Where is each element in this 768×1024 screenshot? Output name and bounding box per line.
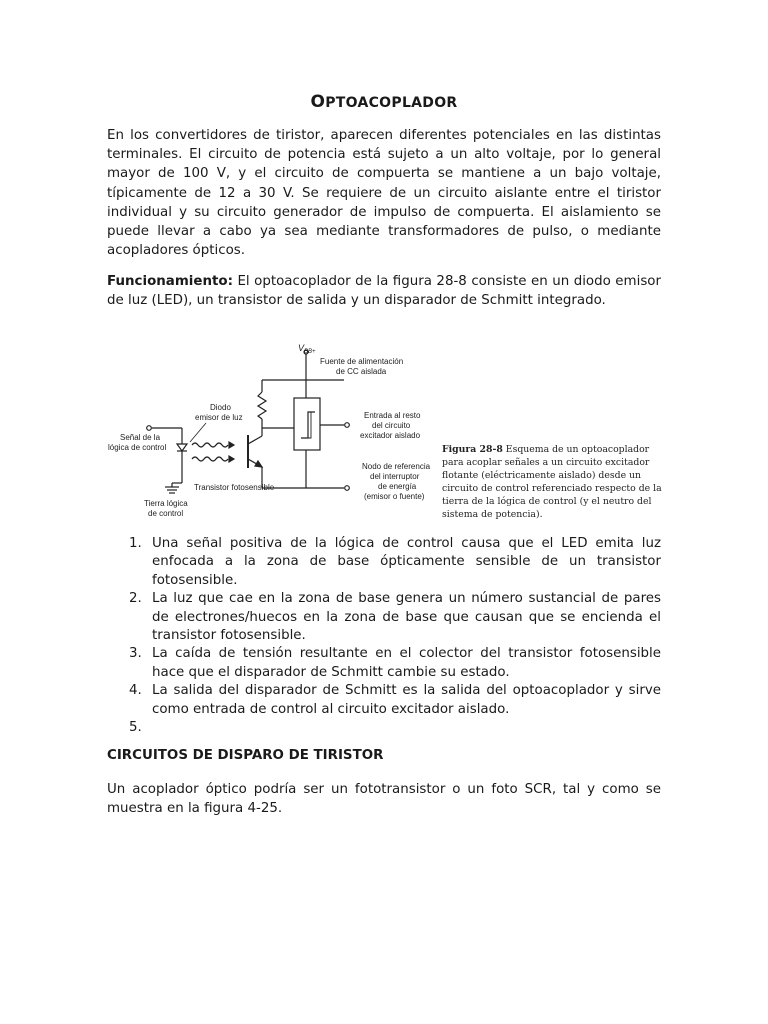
output-terminal [345, 423, 350, 428]
led-diode [177, 444, 187, 451]
light-wave-top [192, 443, 228, 447]
light-arrow-top [229, 442, 234, 448]
diodo-label-1: Diodo [210, 403, 231, 412]
steps-list [107, 535, 661, 737]
transistor-collector [248, 436, 262, 444]
list-item-text: La salida del disparador de Schmitt es la salida del optoacoplador y sirve como entrada de control al circuito excitador aislado. [152, 683, 661, 717]
diode-leader-line [190, 423, 206, 442]
light-arrow-bottom [229, 456, 234, 462]
list-item-number: 4. [129, 683, 142, 699]
list-item [107, 535, 661, 590]
title-initial: O [310, 92, 326, 112]
list-item-number: 5. [129, 720, 142, 736]
nodo-label-4: (emisor o fuente) [364, 492, 425, 501]
schmitt-symbol [301, 412, 315, 438]
funcionamiento-text: El optoacoplador de la figura 28-8 consiste en un diodo emisor de luz (LED), un transistor de salida y un disparador de Schmitt integrado. [107, 274, 661, 309]
list-item-text [152, 720, 156, 735]
funcionamiento-paragraph [107, 272, 661, 310]
list-item-text: La caída de tensión resultante en el colector del transistor fotosensible hace que el disparador de Schmitt cambie su estado. [152, 646, 661, 680]
tierra-label-1: Tierra lógica [144, 499, 188, 508]
entrada-label-2: del circuito [372, 421, 411, 430]
list-item-number: 3. [129, 646, 142, 662]
title-rest: PTOACOPLADOR [325, 95, 458, 111]
senal-label-2: lógica de control [108, 443, 167, 452]
caption-text: Esquema de un optoacoplador para acoplar señales a un circuito excitador flotante (eléctricamente aislado) desde un circuito de control referenciado respecto de la tierra de la lógica de control (y el neutro del sistema de potencia). [442, 444, 662, 520]
closing-paragraph: Un acoplador óptico podría ser un fototransistor o un foto SCR, tal y como se muestra en la figura 4-25. [107, 782, 661, 817]
list-item [107, 590, 661, 645]
list-item-number: 2. [129, 591, 142, 607]
light-wave-bottom [192, 457, 228, 461]
list-item [107, 719, 661, 737]
section-heading: CIRCUITOS DE DISPARO DE TIRISTOR [107, 748, 384, 763]
figure-caption [442, 443, 664, 521]
senal-label-1: Señal de la [120, 433, 161, 442]
intro-paragraph: En los convertidores de tiristor, aparecen diferentes potenciales en las distintas terminales. El circuito de potencia está sujeto a un alto voltaje, por lo general mayor de 100 V, y el circuito de compuerta se mantiene a un bajo voltaje, típicamente de 12 a 30 V. Se requiere de un circuito aislante entre el tiristor individual y su circuito generador de impulso de compuerta. El aislamiento se puede llevar a cabo ya sea mediante transformadores de pulso, o mediante acopladores ópticos. [107, 128, 661, 259]
list-item-text: La luz que cae en la zona de base genera un número sustancial de pares de electrones/huecos en la zona de base que causan que se encienda el transistor fotosensible. [152, 591, 661, 644]
entrada-label-3: excitador aislado [360, 431, 421, 440]
resistor [258, 392, 266, 419]
emitter-arrow [255, 461, 262, 467]
transistor-label: Transistor fotosensible [194, 483, 275, 492]
vbb-label: $V_{BB+}$ [298, 343, 316, 355]
caption-label: Figura 28-8 [442, 444, 503, 455]
funcionamiento-label: Funcionamiento: [107, 274, 233, 289]
tierra-label-2: de control [148, 509, 184, 518]
list-item [107, 645, 661, 682]
schmitt-trigger-box [294, 398, 320, 450]
fuente-label-1: Fuente de alimentación [320, 357, 404, 366]
list-item-text: Una señal positiva de la lógica de control causa que el LED emita luz enfocada a la zona de base ópticamente sensible de un transistor fotosensible. [152, 536, 661, 588]
input-terminal [147, 426, 152, 431]
nodo-label-3: de energía [378, 482, 417, 491]
entrada-label-1: Entrada al resto [364, 411, 421, 420]
nodo-label-1: Nodo de referencia [362, 462, 431, 471]
page-title [0, 92, 768, 112]
list-item-number: 1. [129, 536, 142, 551]
fuente-label-2: de CC aislada [336, 367, 387, 376]
diodo-label-2: emisor de luz [195, 413, 243, 422]
nodo-label-2: del interruptor [370, 472, 420, 481]
reference-terminal [345, 486, 350, 491]
list-item [107, 682, 661, 719]
